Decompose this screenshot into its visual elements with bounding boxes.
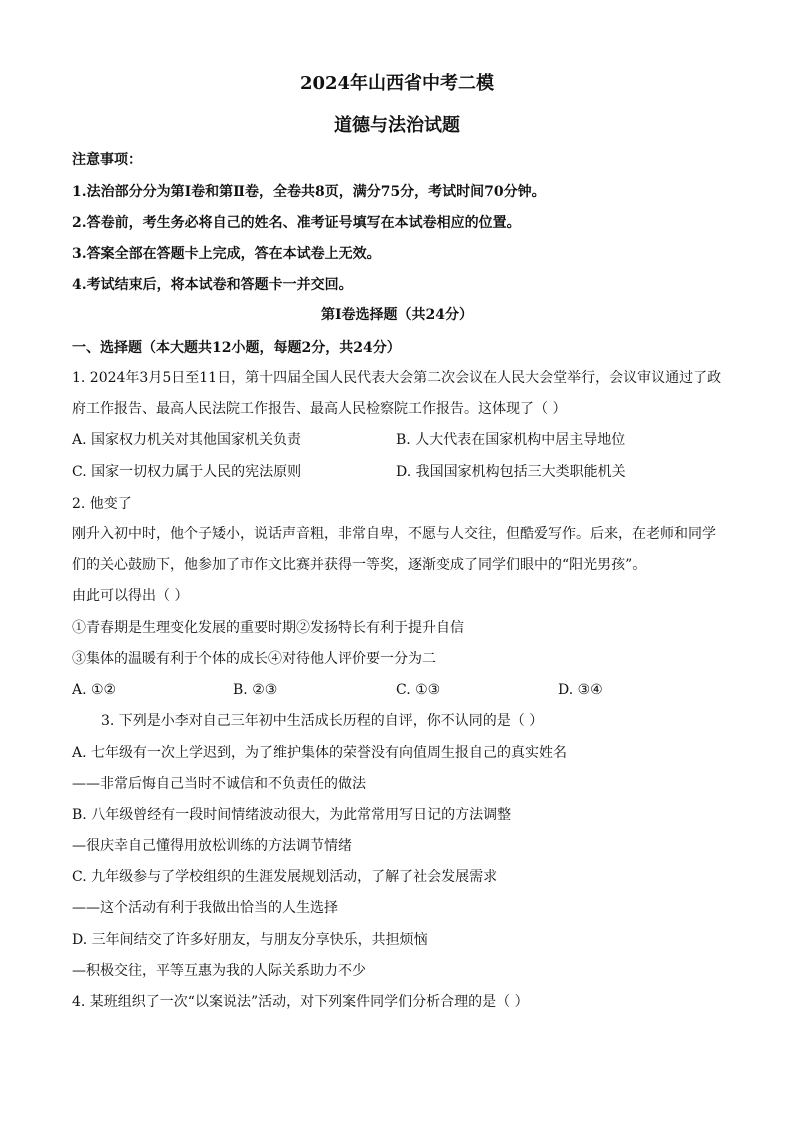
- q1-option-c: C. 国家一切权力属于人民的宪法原则: [72, 464, 302, 480]
- notice-heading: 注意事项：: [72, 152, 142, 168]
- exam-subtitle: 道德与法治试题: [334, 115, 460, 136]
- part1-title: 第Ⅰ卷选择题（共24分）: [320, 307, 474, 323]
- q4-stem: 4. 某班组织了一次“以案说法”活动，对下列案件同学们分析合理的是（ ）: [72, 994, 529, 1010]
- q2-title: 2. 他变了: [72, 496, 132, 512]
- q3-option-d-line1: D. 三年间结交了许多好朋友，与朋友分享快乐，共担烦恼: [72, 932, 428, 948]
- q2-statement-line2: ③集体的温暖有利于个体的成长④对待他人评价要一分为二: [72, 651, 436, 667]
- q3-option-c-line1: C. 九年级参与了学校组织的生涯发展规划活动，了解了社会发展需求: [72, 869, 498, 885]
- q3-stem: 3. 下列是小李对自己三年初中生活成长历程的自评，你不认同的是（ ）: [101, 713, 544, 729]
- q1-stem-line2: 府工作报告、最高人民法院工作报告、最高人民检察院工作报告。这体现了（ ）: [72, 401, 567, 417]
- q2-option-b: B. ②③: [233, 682, 278, 698]
- q3-option-a-line1: A. 七年级有一次上学迟到，为了维护集体的荣誉没有向值周生报自己的真实姓名: [72, 745, 568, 761]
- q3-option-b-line1: B. 八年级曾经有一段时间情绪波动很大，为此常常用写日记的方法调整: [72, 807, 512, 823]
- section-heading: 一、选择题（本大题共12小题，每题2分，共24分）: [72, 340, 401, 356]
- q1-option-d: D. 我国国家机构包括三大类职能机关: [396, 464, 626, 480]
- exam-title: 2024年山西省中考二模: [299, 73, 495, 94]
- q2-option-d: D. ③④: [558, 682, 603, 698]
- q2-stem-line3: 由此可以得出（ ）: [72, 588, 189, 604]
- q1-option-b: B. 人大代表在国家机构中居主导地位: [396, 432, 626, 448]
- q2-option-a: A. ①②: [72, 682, 117, 698]
- q3-option-a-line2: ——非常后悔自己当时不诚信和不负责任的做法: [72, 776, 366, 792]
- notice-item-2: 2.答卷前，考生务必将自己的姓名、准考证号填写在本试卷相应的位置。: [72, 215, 521, 231]
- q2-statement-line1: ①青春期是生理变化发展的重要时期②发扬特长有利于提升自信: [72, 620, 464, 636]
- q1-stem-line1: 1. 2024年3月5日至11日，第十四届全国人民代表大会第二次会议在人民大会堂举行，会议审议通过了政: [72, 370, 722, 386]
- notice-item-1: 1.法治部分分为第Ⅰ卷和第Ⅱ卷，全卷共8页，满分75分，考试时间70分钟。: [72, 184, 546, 200]
- q3-option-d-line2: —积极交往，平等互惠为我的人际关系助力不少: [72, 963, 366, 979]
- q3-option-b-line2: —很庆幸自己懂得用放松训练的方法调节情绪: [72, 838, 352, 854]
- notice-item-4: 4.考试结束后，将本试卷和答题卡一并交回。: [72, 277, 353, 293]
- q2-stem-line2: 们的关心鼓励下，他参加了市作文比赛并获得一等奖，逐渐变成了同学们眼中的“阳光男孩”。: [72, 557, 647, 573]
- q3-option-c-line2: ——这个活动有利于我做出恰当的人生选择: [72, 900, 338, 916]
- q1-option-a: A. 国家权力机关对其他国家机关负责: [72, 432, 302, 448]
- q2-stem-line1: 刚升入初中时，他个子矮小，说话声音粗，非常自卑，不愿与人交往，但酷爱写作。后来，在老师和同学: [72, 526, 716, 542]
- q2-option-c: C. ①③: [396, 682, 441, 698]
- notice-item-3: 3.答案全部在答题卡上完成，答在本试卷上无效。: [72, 246, 381, 262]
